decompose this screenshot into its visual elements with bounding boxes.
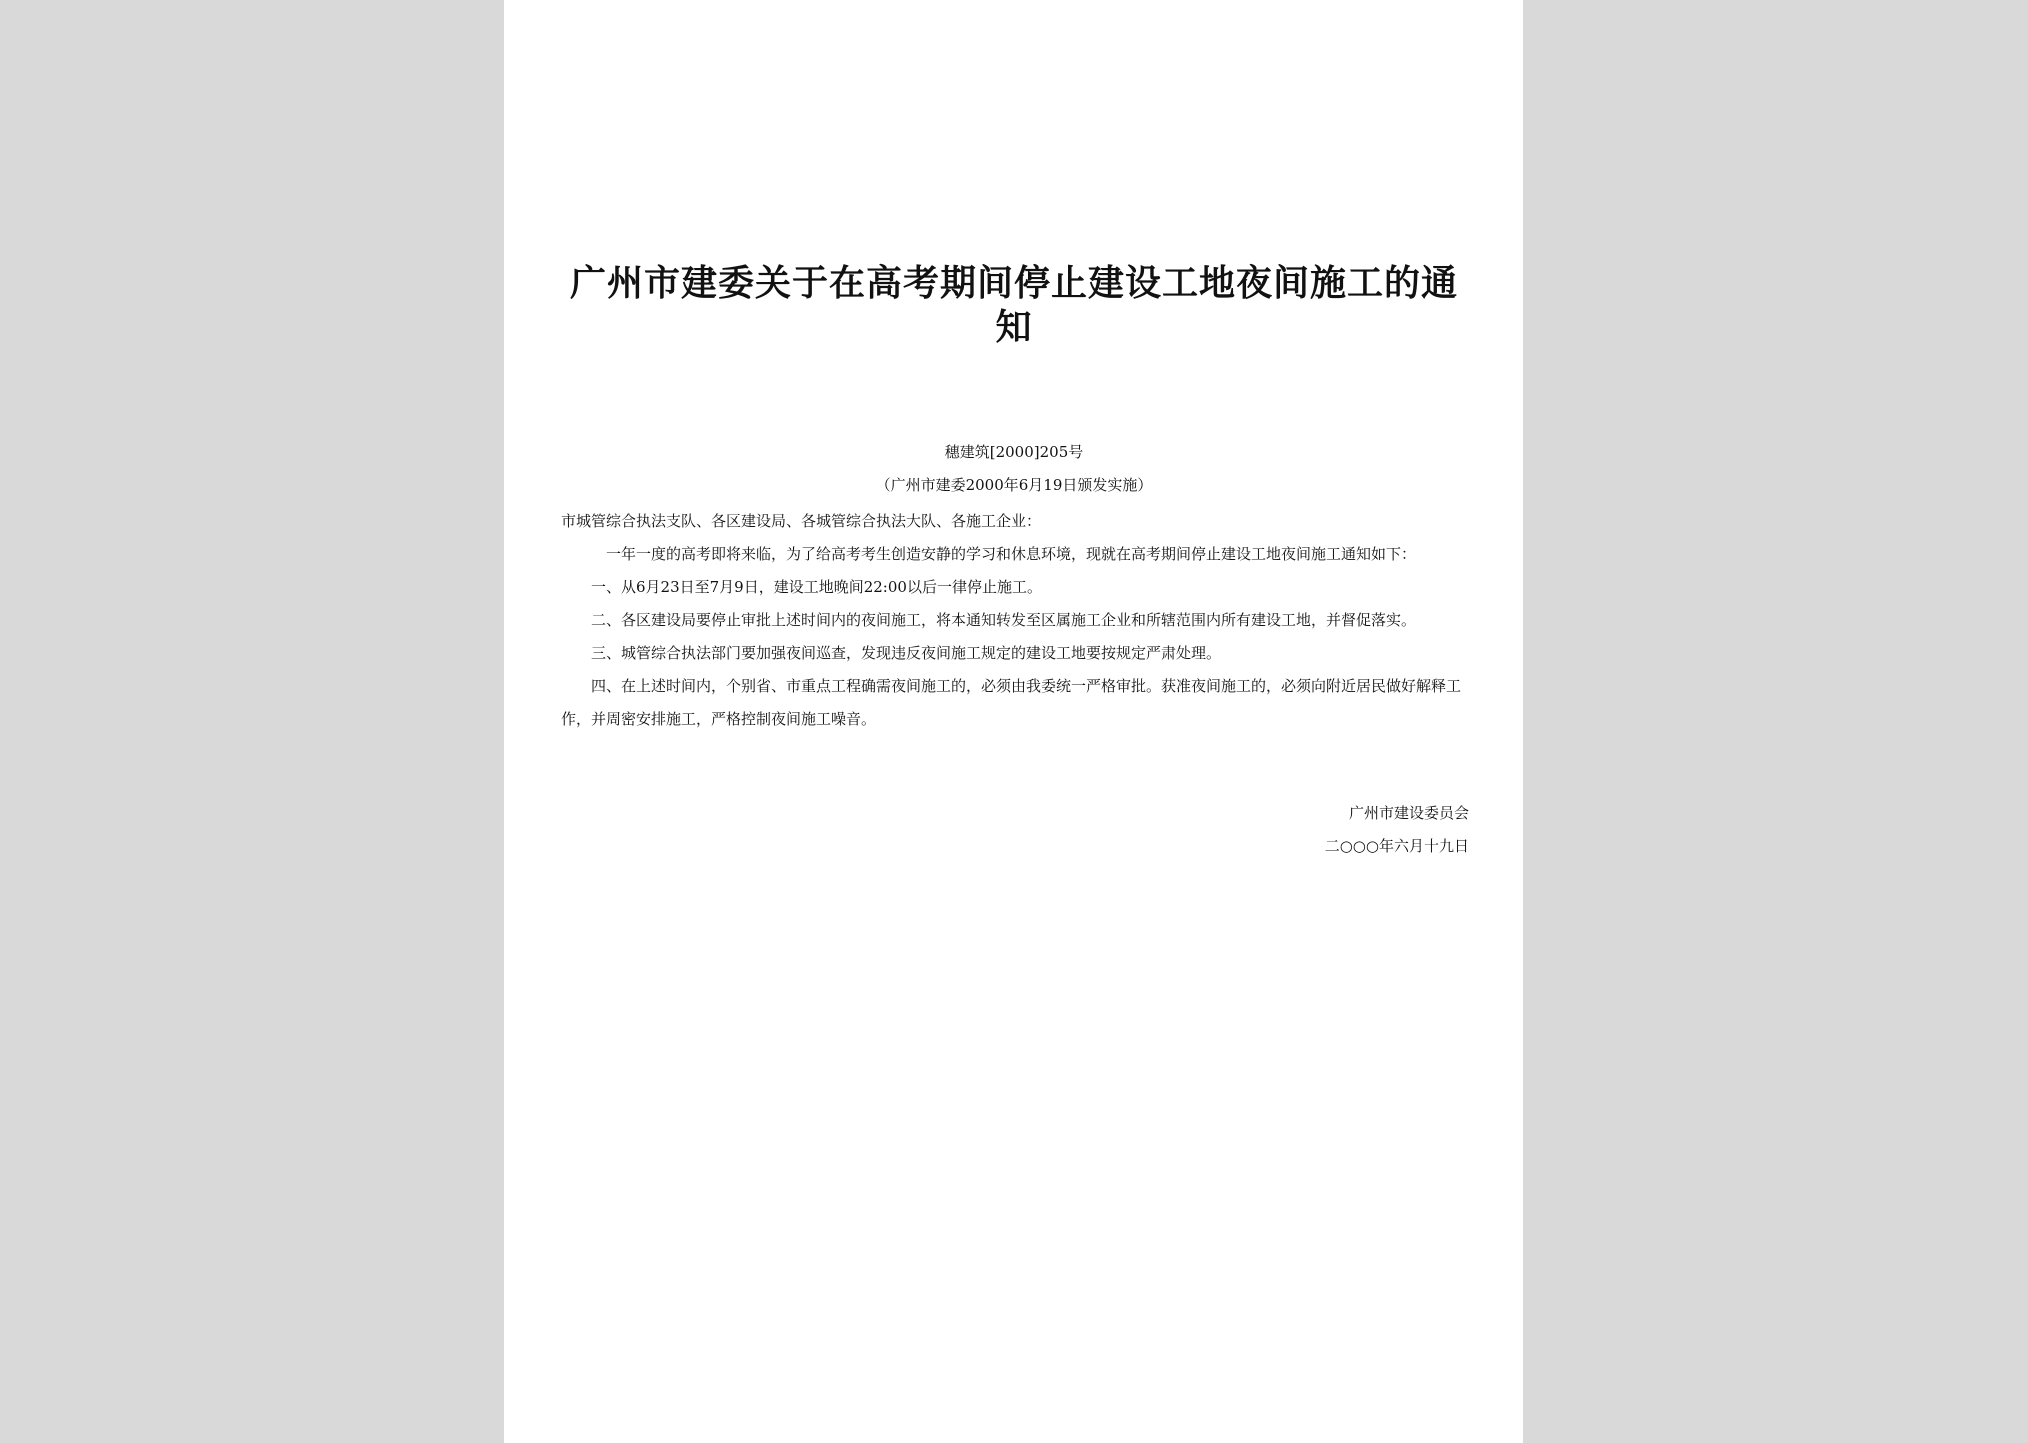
- recipients-line: 市城管综合执法支队、各区建设局、各城管综合执法大队、各施工企业：: [561, 512, 1042, 530]
- document-page: [504, 0, 1523, 1443]
- item-1: 一、从6月23日至7月9日，建设工地晚间22:00以后一律停止施工。: [591, 578, 1042, 596]
- intro-paragraph: 一年一度的高考即将来临，为了给高考考生创造安静的学习和休息环境，现就在高考期间停止建设工地夜间施工通知如下：: [606, 545, 1417, 563]
- item-2: 二、各区建设局要停止审批上述时间内的夜间施工，将本通知转发至区属施工企业和所辖范围内所有建设工地，并督促落实。: [591, 611, 1417, 629]
- signature-date: 二○○○年六月十九日: [1324, 837, 1469, 855]
- item-4: 四、在上述时间内，个别省、市重点工程确需夜间施工的，必须由我委统一严格审批。获准夜间施工的，必须向附近居民做好解释工作，并周密安排施工，严格控制夜间施工噪音。: [561, 677, 1462, 728]
- signature-organization: 广州市建设委员会: [1348, 804, 1469, 822]
- document-body: [561, 505, 1469, 736]
- issued-note: （广州市建委2000年6月19日颁发实施）: [875, 476, 1153, 494]
- document-title: 广州市建委关于在高考期间停止建设工地夜间施工的通知: [569, 263, 1458, 348]
- document-number: 穗建筑[2000]205号: [944, 443, 1084, 461]
- signature-block: [561, 797, 1469, 863]
- item-3: 三、城管综合执法部门要加强夜间巡查，发现违反夜间施工规定的建设工地要按规定严肃处理。: [591, 644, 1222, 662]
